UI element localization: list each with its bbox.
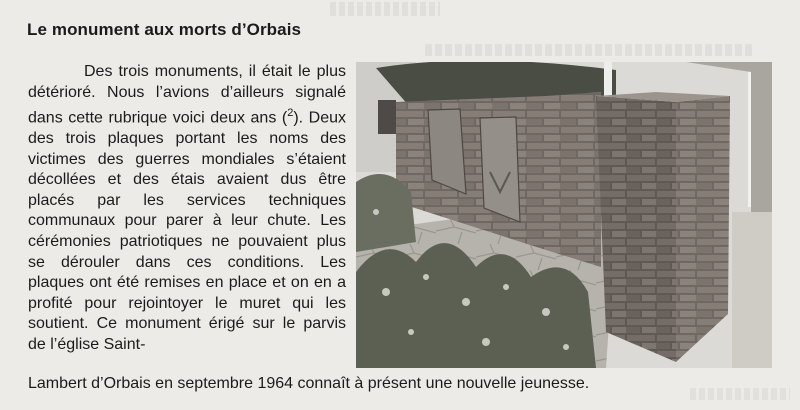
article-paragraph — [28, 62, 346, 356]
memorial-plaque — [480, 117, 520, 222]
body-text-part2: ). Deux des trois plaques portant les noms des victimes des guerres mondiales s’étaient décollées et des étais avaient dus être placés par les services techniques communaux pour parer à leur chute. Les cérémonies patriotiques ne pouvaient plus se dérouler dans ces conditions. Les plaques ont été remises en place et on en a profité pour rejointoyer le muret qui les soutient. Ce monument érigé sur le parvis de l’église Saint- — [28, 109, 346, 354]
footnote-reference: 2 — [287, 107, 294, 120]
gravel-ground — [732, 212, 772, 368]
memorial-wall — [546, 92, 601, 267]
memorial-plaque — [428, 109, 466, 194]
body-text-part1: Des trois monuments, il était le plus détérioré. Nous l’avions d’ailleurs signalé dans cette rubrique voici deux ans ( — [28, 63, 346, 127]
article-last-line: Lambert d’Orbais en septembre 1964 connaît à présent une nouvelle jeunesse. — [28, 375, 590, 392]
bleed-through-text — [330, 2, 440, 16]
monument-photo — [356, 62, 772, 368]
bleed-through-text — [425, 44, 755, 56]
building-window — [378, 100, 396, 134]
article-title: Le monument aux morts d’Orbais — [27, 20, 302, 39]
bleed-through-text — [690, 388, 790, 400]
memorial-pillar — [596, 96, 676, 362]
article-body — [28, 62, 346, 356]
